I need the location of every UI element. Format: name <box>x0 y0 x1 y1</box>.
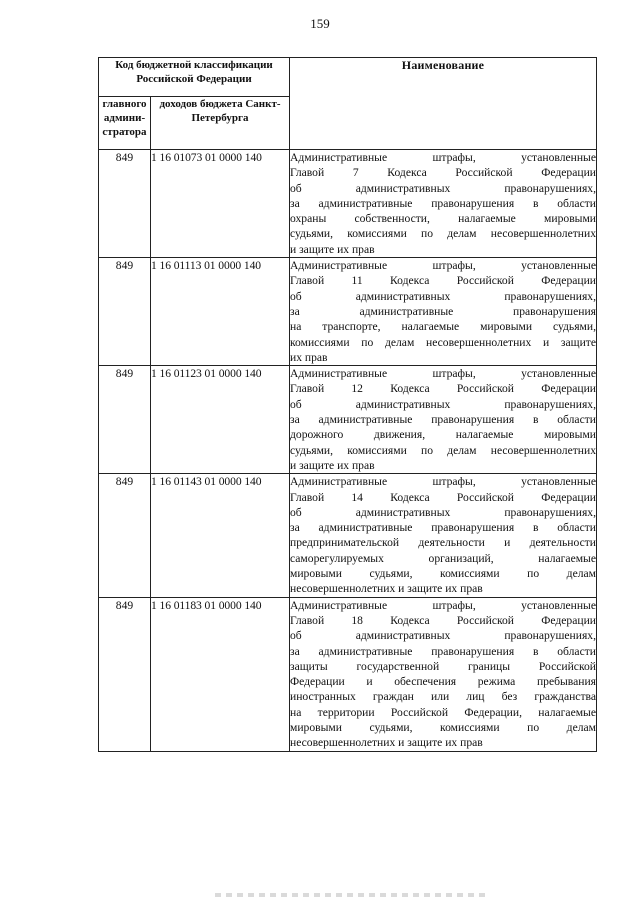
description-line: несовершеннолетних и защите их прав <box>290 582 483 596</box>
description-line: за административные правонарушения <box>290 304 596 318</box>
description-line: Административные штрафы, установленные <box>290 259 596 273</box>
description-line: предпринимательской деятельности и деятельности <box>290 536 596 550</box>
description-line: за административные правонарушения в области <box>290 521 596 535</box>
description-line: мировыми судьями, комиссиями по делам <box>290 567 596 581</box>
description-line: несовершеннолетних и защите их прав <box>290 736 483 750</box>
description-line: саморегулируемых организаций, налагаемые <box>290 551 596 565</box>
name-column-header: Наименование <box>290 58 597 150</box>
budget-classification-table <box>98 57 597 752</box>
table-row <box>99 258 597 366</box>
description-line: Административные штрафы, установленные <box>290 367 596 381</box>
description-line: иностранных граждан или лиц без гражданства <box>290 690 596 704</box>
table-row <box>99 597 597 751</box>
description-line: и защите их прав <box>290 242 375 256</box>
description-line: на территории Российской Федерации, налагаемые <box>290 705 596 719</box>
description-line: об административных правонарушениях, <box>290 505 596 519</box>
revenue-code-cell: 1 16 01073 01 0000 140 <box>151 150 290 258</box>
revenue-code-cell: 1 16 01123 01 0000 140 <box>151 366 290 474</box>
table-row <box>99 474 597 597</box>
description-line: Главой 18 Кодекса Российской Федерации <box>290 613 596 627</box>
description-cell <box>290 150 597 258</box>
admin-code-cell: 849 <box>99 597 151 751</box>
admin-code-cell: 849 <box>99 150 151 258</box>
description-cell <box>290 258 597 366</box>
page-number: 159 <box>310 16 330 31</box>
description-line: об административных правонарушениях, <box>290 181 596 195</box>
description-line: Главой 7 Кодекса Российской Федерации <box>290 166 596 180</box>
revenue-code-cell: 1 16 01143 01 0000 140 <box>151 474 290 597</box>
description-line: Главой 11 Кодекса Российской Федерации <box>290 274 596 288</box>
description-line: судьями, комиссиями по делам несовершеннолетних <box>290 227 596 241</box>
description-line: на транспорте, налагаемые мировыми судьями, <box>290 320 596 334</box>
description-line: защиты государственной границы Российской <box>290 659 596 673</box>
revenue-column-header: доходов бюджета Санкт-Петербурга <box>151 97 290 150</box>
description-line: комиссиями по делам несовершеннолетних и защите <box>290 335 596 349</box>
description-line: Главой 14 Кодекса Российской Федерации <box>290 490 596 504</box>
table-body <box>99 150 597 752</box>
description-line: Административные штрафы, установленные <box>290 151 596 164</box>
description-line: и защите их прав <box>290 458 375 472</box>
budget-code-group-header: Код бюджетной классификации Российской Федерации <box>99 58 290 97</box>
description-line: Главой 12 Кодекса Российской Федерации <box>290 382 596 396</box>
description-line: судьями, комиссиями по делам несовершеннолетних <box>290 443 596 457</box>
description-line: охраны собственности, налагаемые мировыми <box>290 212 596 226</box>
description-cell <box>290 366 597 474</box>
description-line: мировыми судьями, комиссиями по делам <box>290 720 596 734</box>
admin-code-cell: 849 <box>99 366 151 474</box>
table-row <box>99 150 597 258</box>
description-line: об административных правонарушениях, <box>290 397 596 411</box>
description-line: за административные правонарушения в области <box>290 196 596 210</box>
description-line: Федерации и обеспечения режима пребывания <box>290 675 596 689</box>
description-line: Административные штрафы, установленные <box>290 598 596 612</box>
description-line: за административные правонарушения в области <box>290 413 596 427</box>
admin-code-cell: 849 <box>99 258 151 366</box>
scan-artifact-line <box>215 893 485 897</box>
description-line: об административных правонарушениях, <box>290 629 596 643</box>
description-line: Административные штрафы, установленные <box>290 475 596 489</box>
revenue-code-cell: 1 16 01113 01 0000 140 <box>151 258 290 366</box>
description-cell <box>290 474 597 597</box>
description-line: их прав <box>290 350 328 364</box>
description-line: за административные правонарушения в области <box>290 644 596 658</box>
table-row <box>99 366 597 474</box>
admin-column-header: главного админи- стратора <box>99 97 151 150</box>
revenue-code-cell: 1 16 01183 01 0000 140 <box>151 597 290 751</box>
description-cell <box>290 597 597 751</box>
description-line: дорожного движения, налагаемые мировыми <box>290 428 596 442</box>
description-line: об административных правонарушениях, <box>290 289 596 303</box>
admin-code-cell: 849 <box>99 474 151 597</box>
